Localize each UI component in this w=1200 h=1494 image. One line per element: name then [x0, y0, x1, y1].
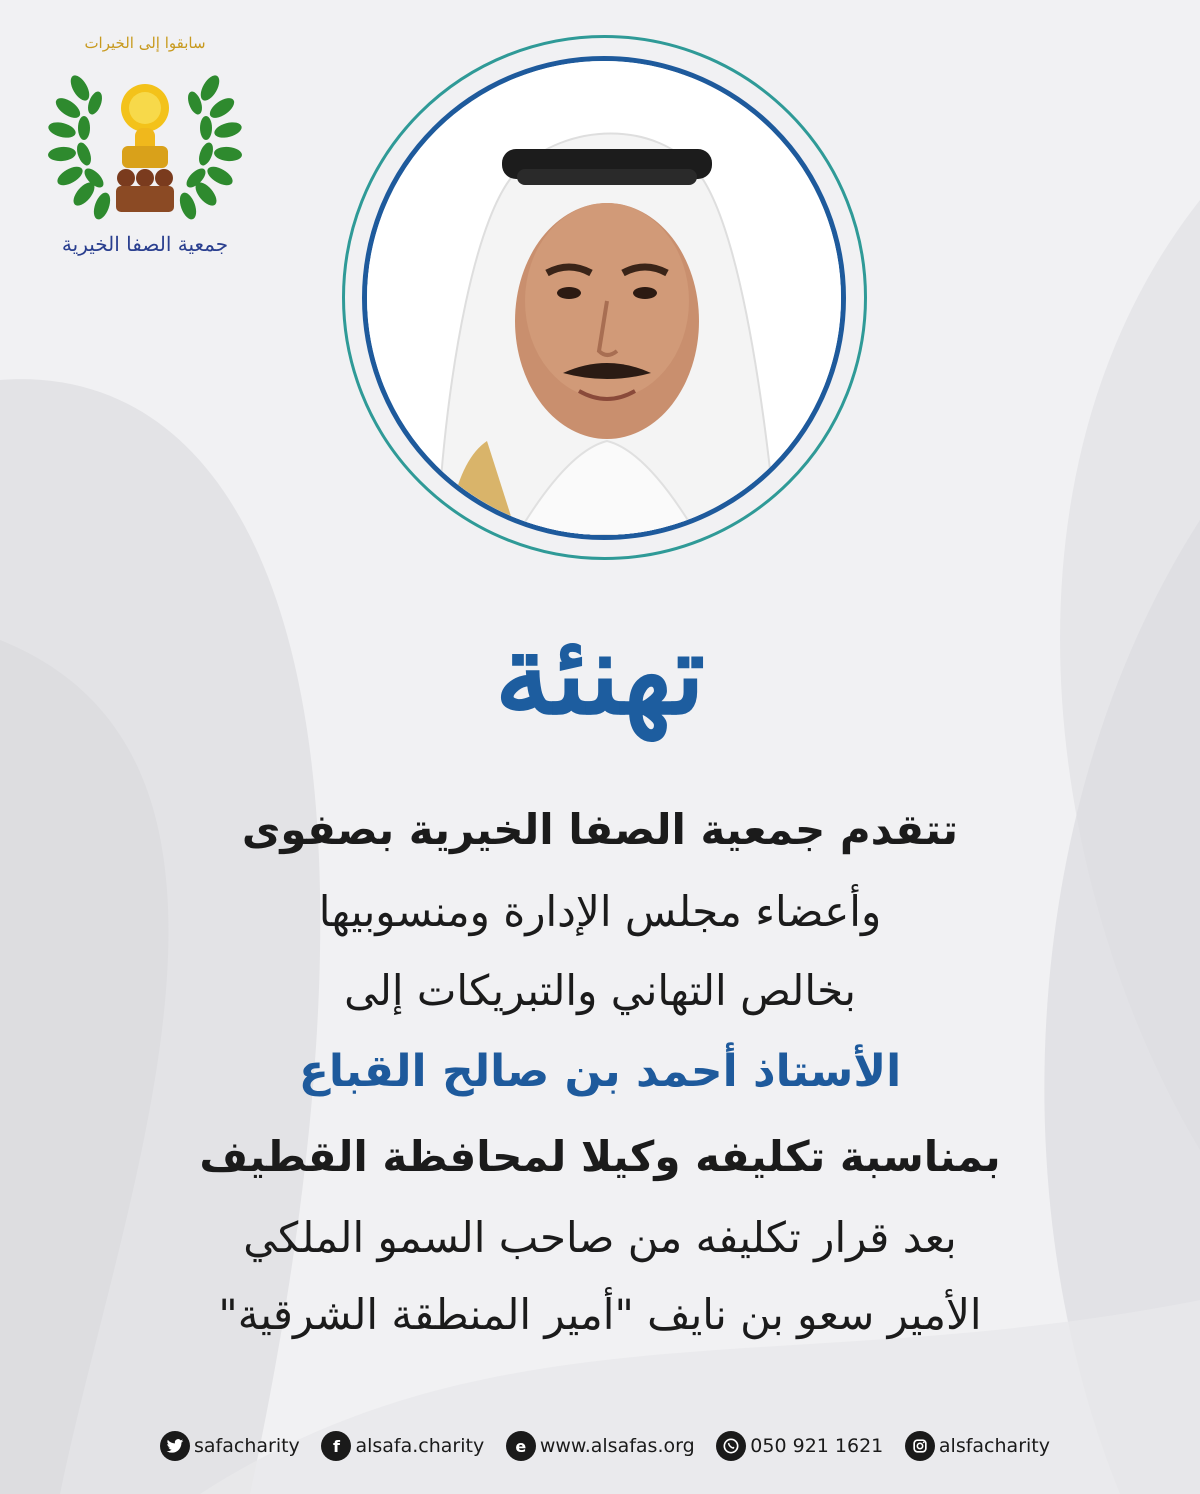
portrait-photo — [362, 56, 846, 540]
social-facebook[interactable] — [321, 1431, 484, 1461]
message-line-5: بمناسبة تكليفه وكيلا لمحافظة القطيف — [199, 1132, 1001, 1181]
social-twitter[interactable] — [160, 1431, 300, 1461]
instagram-handle: alsfacharity — [938, 1435, 1050, 1457]
congratulations-heading: تهنئة — [494, 609, 706, 740]
message-line-1: تتقدم جمعية الصفا الخيرية بصفوى — [241, 805, 959, 854]
social-instagram[interactable] — [905, 1431, 1050, 1461]
message-body — [60, 788, 1140, 1354]
logo-slogan: سابقوا إلى الخيرات — [84, 34, 206, 52]
web-icon: e — [506, 1431, 536, 1461]
message-line-6: بعد قرار تكليفه من صاحب السمو الملكي — [243, 1213, 957, 1262]
facebook-icon: f — [321, 1431, 351, 1461]
website-url: www.alsafas.org — [539, 1435, 695, 1457]
message-line-7: الأمير سعو بن نايف "أمير المنطقة الشرقية" — [218, 1290, 982, 1339]
twitter-handle: safacharity — [194, 1435, 300, 1457]
twitter-icon — [160, 1431, 190, 1461]
honoree-name: الأستاذ أحمد بن صالح القباع — [298, 1046, 902, 1097]
logo-name: جمعية الصفا الخيرية — [61, 232, 229, 256]
social-whatsapp[interactable] — [716, 1431, 883, 1461]
whatsapp-number: 050 921 1621 — [750, 1435, 884, 1457]
social-footer — [160, 1428, 1050, 1464]
facebook-handle: alsafa.charity — [355, 1435, 485, 1457]
message-line-2: وأعضاء مجلس الإدارة ومنسوبيها — [318, 887, 882, 936]
instagram-icon — [905, 1431, 935, 1461]
portrait-illustration — [367, 61, 841, 535]
charity-logo — [40, 28, 250, 268]
social-website[interactable] — [506, 1431, 695, 1461]
message-line-3: بخالص التهاني والتبريكات إلى — [344, 966, 856, 1015]
whatsapp-icon — [716, 1431, 746, 1461]
